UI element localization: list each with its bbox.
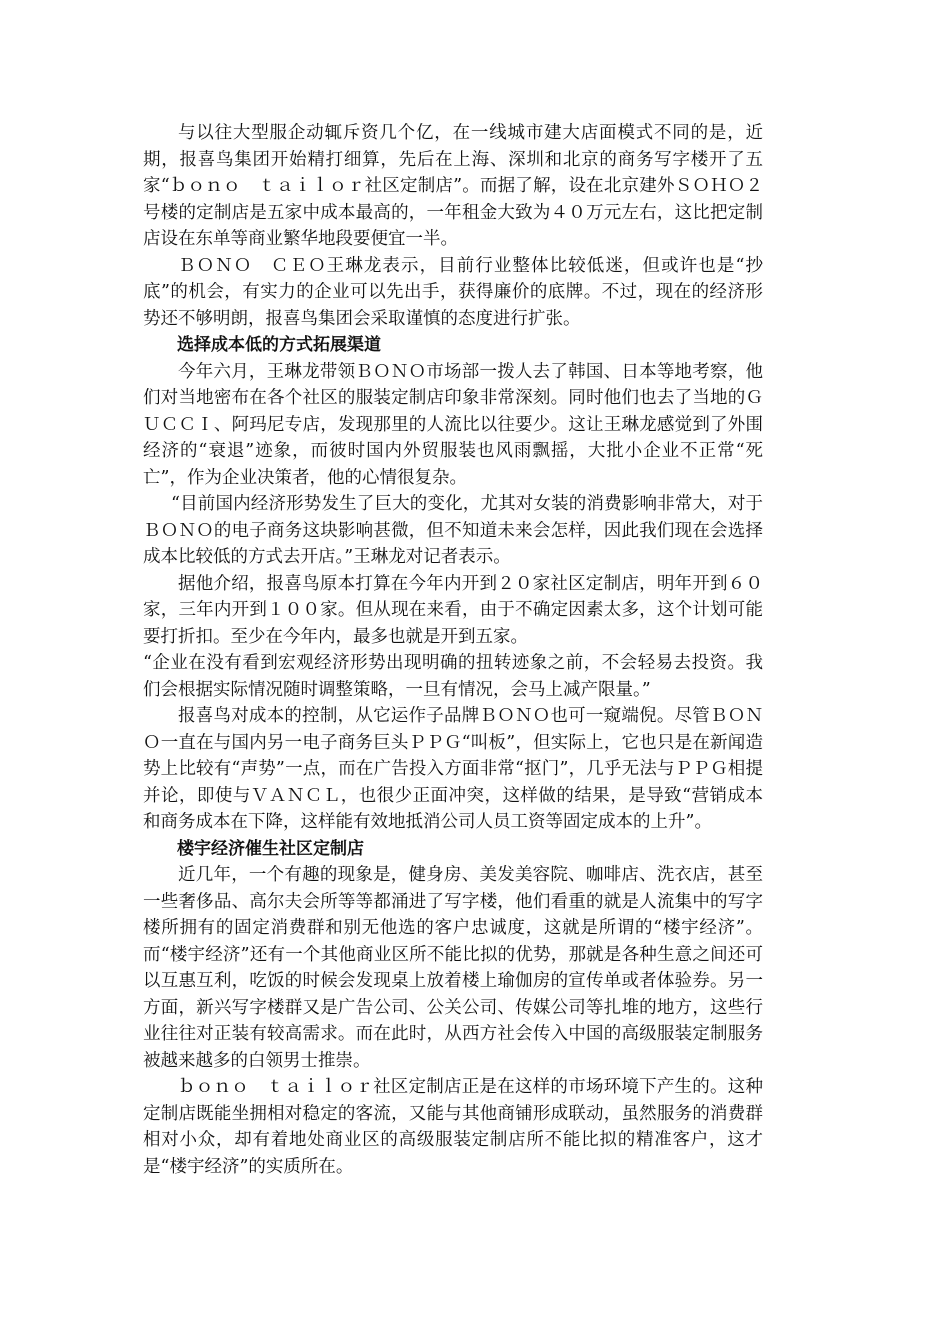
paragraph-9: ｂｏｎｏ ｔａｉｌｏｒ社区定制店正是在这样的市场环境下产生的。这种定制店既能坐拥相对稳定的客流，又能与其他商铺形成联动，虽然服务的消费群相对小众，却有着地处商业区的高级服装定制店所不能比拟的精准客户，这才是“楼宇经济”的实质所在。 <box>143 1077 763 1177</box>
paragraph-2: ＢＯＮＯ ＣＥＯ王琳龙表示，目前行业整体比较低迷，但或许也是“抄底”的机会，有实力的企业可以先出手，获得廉价的底牌。不过，现在的经济形势还不够明朗，报喜鸟集团会采取谨慎的态度进行扩张。 <box>143 255 763 329</box>
paragraph-7: 报喜鸟对成本的控制，从它运作子品牌ＢＯＮＯ也可一窥端倪。尽管ＢＯＮＯ一直在与国内另一电子商务巨头ＰＰＧ“叫板”，但实际上，它也只是在新闻造势上比较有“声势”一点，而在广告投入方面非常“抠门”，几乎无法与ＰＰＧ相提并论，即使与ＶＡＮＣＬ，也很少正面冲突，这样做的结果，是导致“营销成本和商务成本在下降，这样能有效地抵消公司人员工资等固定成本的上升”。 <box>143 706 763 832</box>
paragraph-6-quote: “企业在没有看到宏观经济形势出现明确的扭转迹象之前，不会轻易去投资。我们会根据实际情况随时调整策略，一旦有情况，会马上减产限量。” <box>143 653 763 700</box>
paragraph-3: 今年六月，王琳龙带领ＢＯＮＯ市场部一拨人去了韩国、日本等地考察，他们对当地密布在各个社区的服装定制店印象非常深刻。同时他们也去了当地的ＧＵＣＣＩ、阿玛尼专店，发现那里的人流比以往要少。这让王琳龙感觉到了外围经济的“衰退”迹象，而彼时国内外贸服装也风雨飘摇，大批小企业不正常“死亡”，作为企业决策者，他的心情很复杂。 <box>143 361 763 488</box>
section-heading-building-economy: 楼宇经济催生社区定制店 <box>177 838 364 859</box>
paragraph-8: 近几年，一个有趣的现象是，健身房、美发美容院、咖啡店、洗衣店，甚至一些奢侈品、高尔夫会所等等都涌进了写字楼，他们看重的就是人流集中的写字楼所拥有的固定消费群和别无他选的客户忠诚度，这就是所谓的“楼宇经济”。而“楼宇经济”还有一个其他商业区所不能比拟的优势，那就是各种生意之间还可以互惠互利，吃饭的时候会发现桌上放着楼上瑜伽房的宣传单或者体验券。另一方面，新兴写字楼群又是广告公司、公关公司、传媒公司等扎堆的地方，这些行业往往对正装有较高需求。而在此时，从西方社会传入中国的高级服装定制服务被越来越多的白领男士推崇。 <box>143 865 763 1071</box>
document-page <box>143 120 763 1180</box>
paragraph-1: 与以往大型服企动辄斥资几个亿，在一线城市建大店面模式不同的是，近期，报喜鸟集团开始精打细算，先后在上海、深圳和北京的商务写字楼开了五家“ｂｏｎｏ ｔａｉｌｏｒ社区定制店”。而据了解，设在北京建外ＳＯＨＯ２号楼的定制店是五家中成本最高的，一年租金大致为４０万元左右，这比把定制店设在东单等商业繁华地段要便宜一半。 <box>143 123 763 249</box>
section-heading-channels: 选择成本低的方式拓展渠道 <box>177 335 381 355</box>
paragraph-4-quote: “目前国内经济形势发生了巨大的变化，尤其对女装的消费影响非常大，对于ＢＯＮＯ的电子商务这块影响甚微，但不知道未来会怎样，因此我们现在会选择成本比较低的方式去开店。”王琳龙对记者表示。 <box>143 494 763 567</box>
paragraph-5: 据他介绍，报喜鸟原本打算在今年内开到２０家社区定制店，明年开到６０家，三年内开到１００家。但从现在来看，由于不确定因素太多，这个计划可能要打折扣。至少在今年内，最多也就是开到五家。 <box>143 573 763 647</box>
